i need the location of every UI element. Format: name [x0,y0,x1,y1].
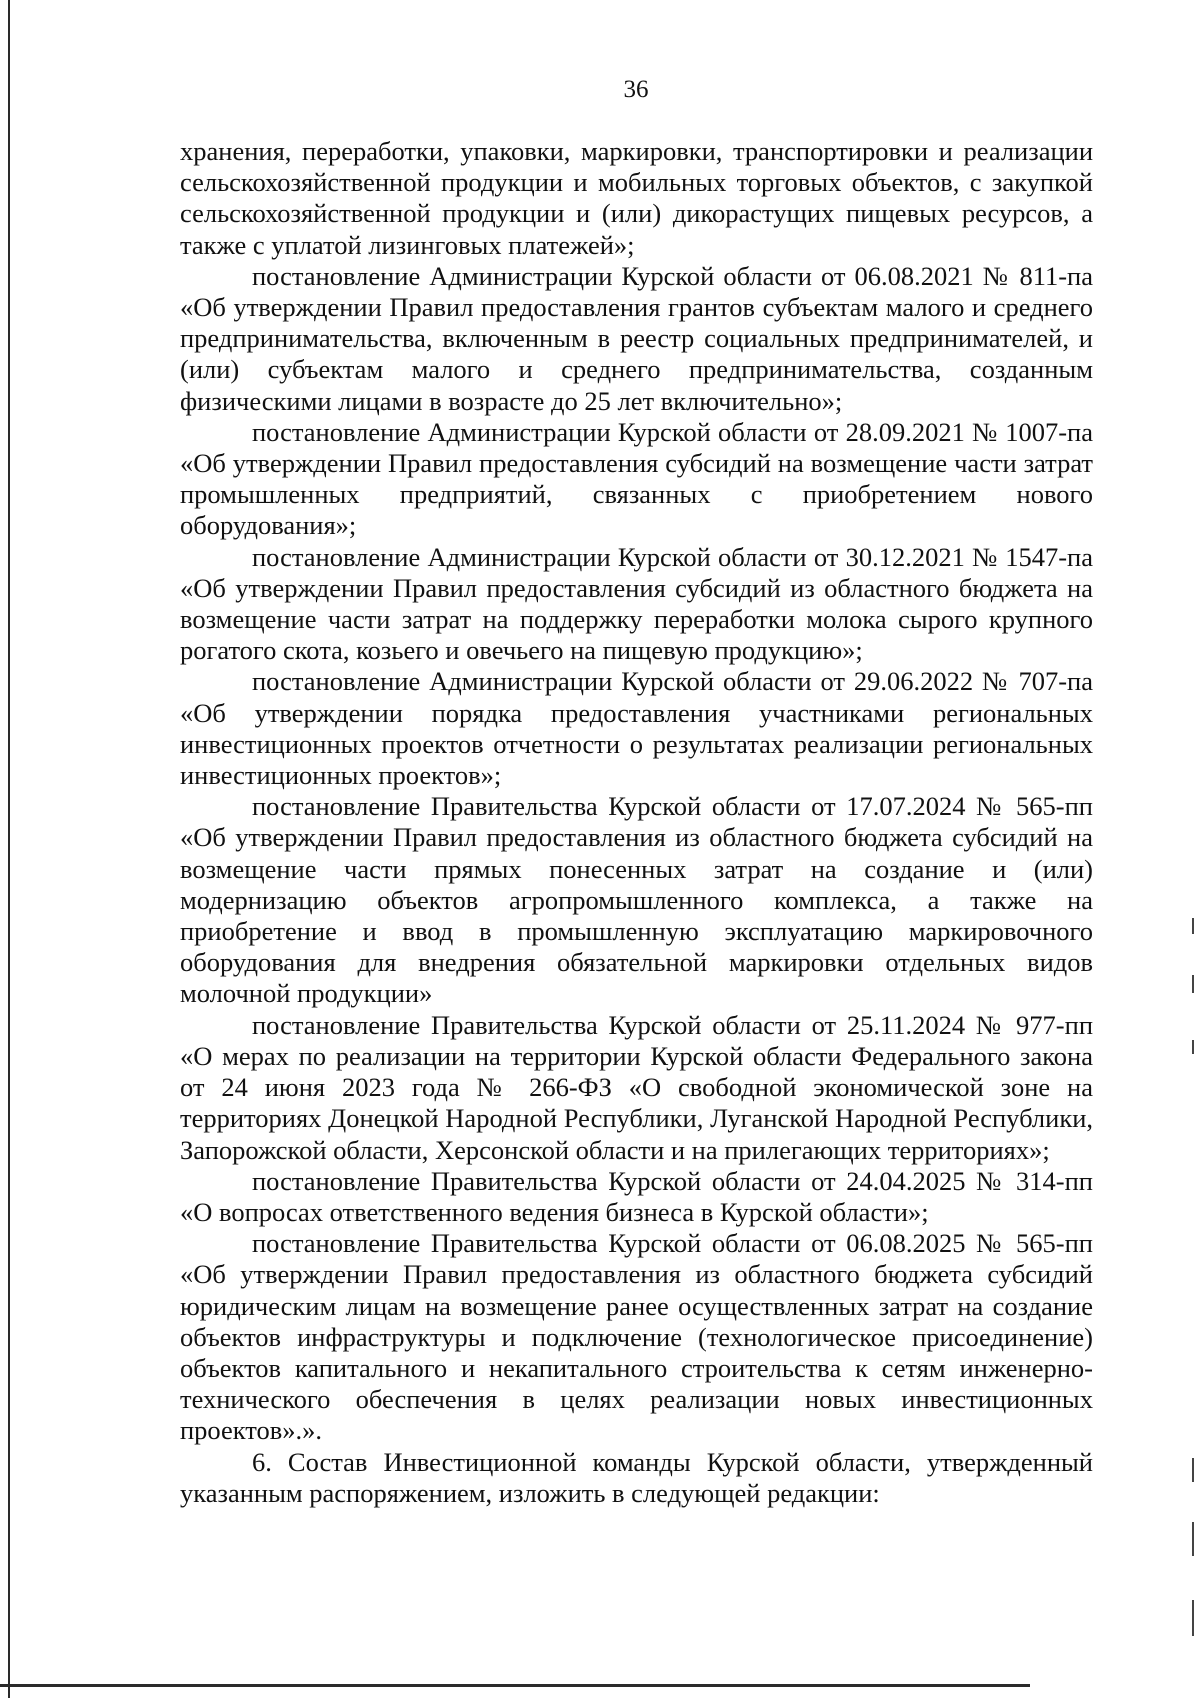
scan-mark [1192,918,1194,934]
scan-mark [1192,1040,1194,1054]
paragraph-decree-977: постановление Правительства Курской области от 25.11.2024 № 977-пп «О мерах по реализации на территории Курской области Федерального закона от 24 июня 2023 года № 266-ФЗ «О свободной экономической зоне на территориях Донецкой Народной Республики, Луганской Народной Республики, Запорожской области, Херсонской области и на прилегающих территориях»; [180,1009,1093,1165]
scan-mark [1192,1600,1194,1636]
paragraph-decree-565-2025: постановление Правительства Курской области от 06.08.2025 № 565-пп «Об утверждении Правил предоставления из областного бюджета субсидий юридическим лицам на возмещение ранее осуществленных затрат на создание объектов инфраструктуры и подключение (технологическое присоединение) объектов капитального и некапитального строительства к сетям инженерно-технического обеспечения в целях реализации новых инвестиционных проектов».». [180,1228,1093,1446]
paragraph-item-6: 6. Состав Инвестиционной команды Курской области, утвержденный указанным распоряжением, изложить в следующей редакции: [180,1446,1093,1508]
paragraph-decree-314: постановление Правительства Курской области от 24.04.2025 № 314-пп «О вопросах ответственного ведения бизнеса в Курской области»; [180,1165,1093,1227]
paragraph-decree-1547: постановление Администрации Курской области от 30.12.2021 № 1547-па «Об утверждении Правил предоставления субсидий из областного бюджета на возмещение части затрат на поддержку переработки молока сырого крупного рогатого скота, козьего и овечьего на пищевую продукцию»; [180,541,1093,666]
paragraph-decree-707: постановление Администрации Курской области от 29.06.2022 № 707-па «Об утверждении порядка предоставления участниками региональных инвестиционных проектов отчетности о результатах реализации региональных инвестиционных проектов»; [180,666,1093,791]
paragraph-decree-811: постановление Администрации Курской области от 06.08.2021 № 811-па «Об утверждении Правил предоставления грантов субъектам малого и среднего предпринимательства, включенным в реестр социальных предпринимателей, и (или) субъектам малого и среднего предпринимательства, созданным физическими лицами в возрасте до 25 лет включительно»; [180,260,1093,416]
paragraph-continuation: хранения, переработки, упаковки, маркировки, транспортировки и реализации сельскохозяйственной продукции и мобильных торговых объектов, с закупкой сельскохозяйственной продукции и (или) дикорастущих пищевых ресурсов, а также с уплатой лизинговых платежей»; [180,136,1093,260]
scan-bottom-edge [0,1684,1030,1687]
scan-left-edge [8,0,10,1698]
page-number: 36 [623,76,649,103]
scan-mark [1192,1522,1194,1556]
scan-mark [1192,1458,1194,1482]
scan-mark [1192,975,1194,993]
paragraph-decree-1007: постановление Администрации Курской области от 28.09.2021 № 1007-па «Об утверждении Правил предоставления субсидий на возмещение части затрат промышленных предприятий, связанных с приобретением нового оборудования»; [180,416,1093,541]
document-body [180,136,1093,1509]
paragraph-decree-565-2024: постановление Правительства Курской области от 17.07.2024 № 565-пп «Об утверждении Правил предоставления из областного бюджета субсидий на возмещение части прямых понесенных затрат на создание и (или) модернизацию объектов агропромышленного комплекса, а также на приобретение и ввод в промышленную эксплуатацию маркировочного оборудования для внедрения обязательной маркировки отдельных видов молочной продукции» [180,791,1093,1009]
